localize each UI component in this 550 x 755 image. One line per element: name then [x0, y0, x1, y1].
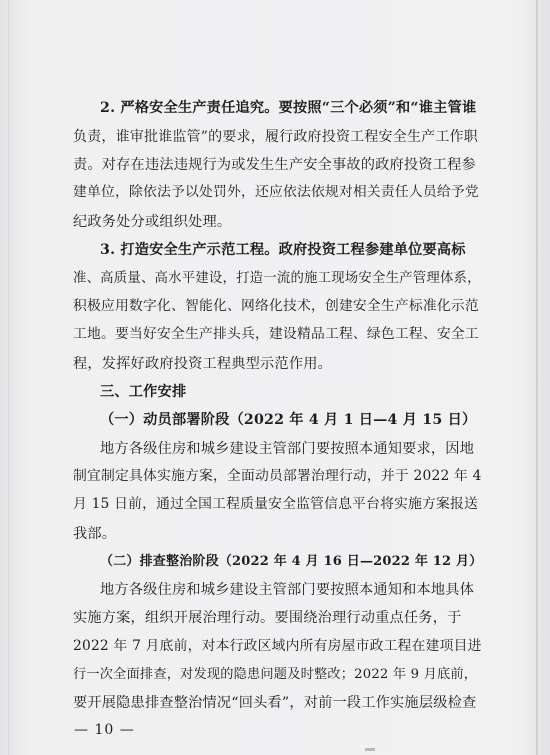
paragraph-line: 程，发挥好政府投资工程典型示范作用。 [73, 356, 332, 372]
subsection-heading: （二）排查整治阶段（2022 年 4 月 16 日—2022 年 12 月） [100, 554, 483, 569]
page-right-edge [536, 0, 538, 755]
page-number: — 10 — [74, 722, 135, 738]
paragraph-line: 责。对存在违法违规行为或发生生产安全事故的政府投资工程参 [73, 157, 476, 173]
paragraph-line: 工地。要当好安全生产排头兵，建设精品工程、绿色工程、安全工 [73, 326, 479, 342]
paragraph-line: 准、高质量、高水平建设，打造一流的施工现场安全生产管理体系， [73, 271, 481, 286]
section-heading: 三、工作安排 [100, 384, 187, 400]
paragraph-line: 制宜制定具体实施方案，全面动员部署治理行动，并于 2022 年 4 [73, 468, 482, 484]
paragraph-line: 2. 严格安全生产责任追究。要按照“三个必须”和“谁主管谁 [100, 100, 477, 116]
paragraph-line: 月 15 日前，通过全国工程质量安全监管信息平台将实施方案报送 [73, 496, 479, 512]
paragraph-line: 3. 打造安全生产示范工程。政府投资工程参建单位要高标 [100, 242, 466, 258]
paragraph-line: 地方各级住房和城乡建设主管部门要按照本通知要求，因地 [100, 441, 475, 457]
paragraph-line: 要开展隐患排查整治情况“回头看”，对前一段工作实施层级检查 [73, 695, 477, 711]
paragraph-line: 纪政务处分或组织处理。 [73, 214, 232, 230]
paragraph-line: 实施方案，组织开展治理行动。要围绕治理行动重点任务，于 [73, 610, 462, 626]
paragraph-line: 积极应用数字化、智能化、网络化技术，创建安全生产标准化示范 [73, 298, 479, 314]
paragraph-line: 建单位，除依法予以处罚外，还应依法依规对相关责任人员给予党 [73, 184, 479, 200]
paragraph-line: 地方各级住房和城乡建设主管部门要按照本通知和本地具体 [100, 582, 475, 598]
paragraph-line: 负责，谁审批谁监管”的要求，履行政府投资工程安全生产工作职 [73, 129, 478, 145]
page-left-edge [8, 0, 9, 755]
paragraph-line: 行一次全面排查，对发现的隐患问题及时整改；2022 年 9 月底前， [73, 667, 478, 682]
scan-mark [365, 748, 375, 751]
paragraph-line: 我部。 [73, 526, 117, 542]
subsection-heading: （一）动员部署阶段（2022 年 4 月 1 日—4 月 15 日） [100, 412, 477, 428]
paragraph-line: 2022 年 7 月底前，对本行政区域内所有房屋市政工程在建项目进 [73, 638, 482, 654]
